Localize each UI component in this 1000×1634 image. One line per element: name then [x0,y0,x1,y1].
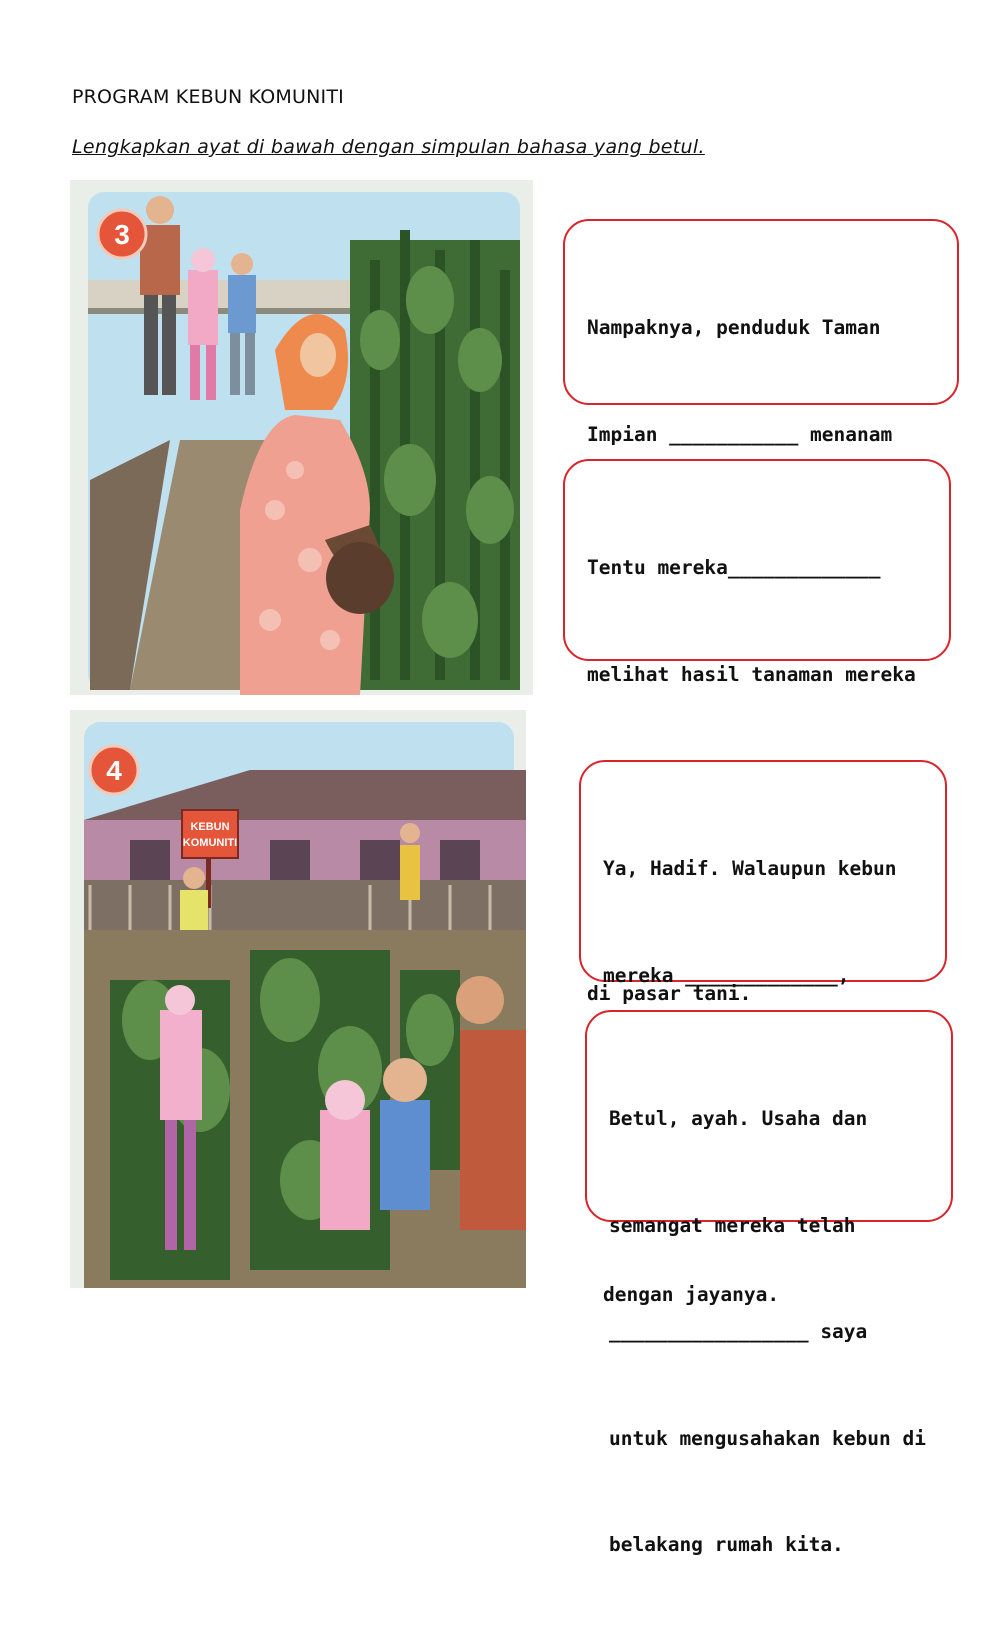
bubble-2-line-5: di pasar tani. [587,982,752,1005]
page-title: PROGRAM KEBUN KOMUNITI [72,86,344,108]
bubble-4-text [609,1030,937,1634]
sign-label-line1: KEBUN [190,821,230,833]
panel-4-number-badge: 4 [106,755,122,786]
bubble-3-line-2: mereka _____________, [603,963,850,987]
speech-bubble-1 [563,219,959,446]
bubble-3-line-5: dengan jayanya. [603,1283,780,1306]
bubble-4-line-4: untuk mengusahakan kebun di [609,1426,926,1450]
bubble-2-line-2: melihat hasil tanaman mereka [587,662,916,686]
bubble-4-line-5: belakang rumah kita. [609,1533,844,1556]
bubble-1-line-2: Impian ___________ menanam [587,422,893,446]
sign-label-line2: KOMUNITI [182,837,238,849]
bubble-2-line-1: Tentu mereka_____________ [587,556,881,579]
illustration-panel-3 [70,180,533,695]
bubble-3-line-1: Ya, Hadif. Walaupun kebun [603,857,897,880]
illustration-panel-4 [70,710,526,1288]
panel-3-number-badge: 3 [114,219,130,250]
bubble-4-line-3: _________________ saya [609,1320,868,1343]
bubble-1-line-1: Nampaknya, penduduk Taman [587,316,881,339]
bubble-4-line-2: semangat mereka telah [609,1213,856,1237]
bubble-4-line-1: Betul, ayah. Usaha dan [609,1107,868,1130]
instruction-text: Lengkapkan ayat di bawah dengan simpulan bahasa yang betul. [72,136,705,158]
